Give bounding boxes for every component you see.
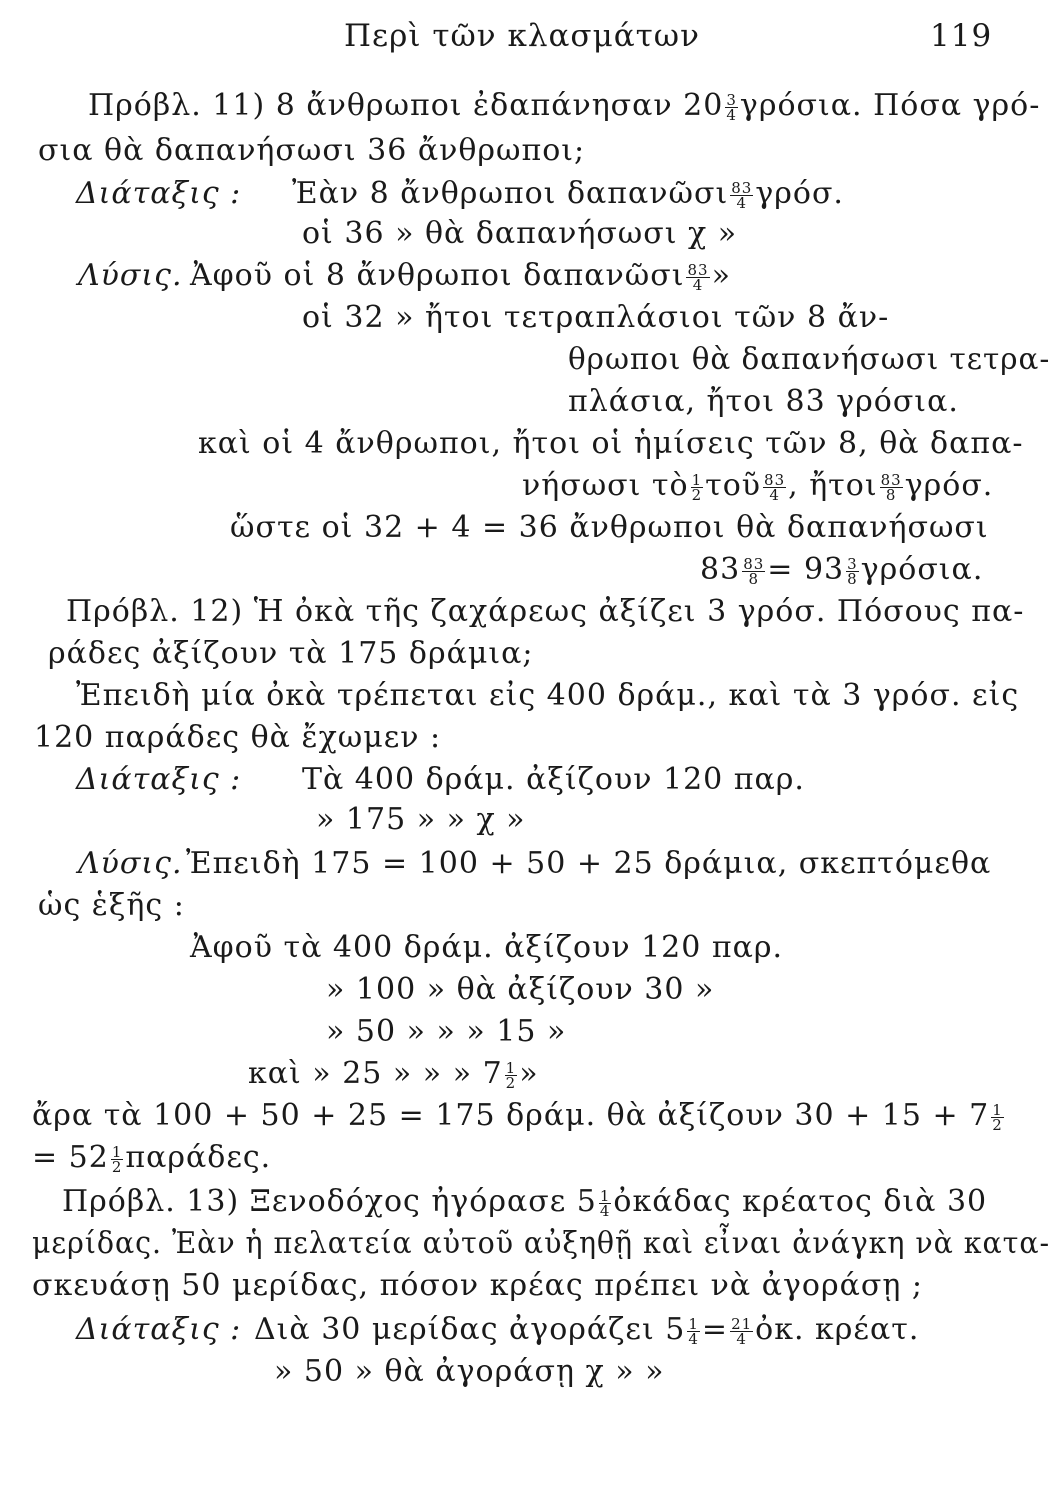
lysis-line-6: νήσωσι τὸ $\frac{1}{2}$ τοῦ $\frac{83}{4}$ , ἤτοι $\frac{83}{8}$ γρόσ. bbox=[522, 468, 994, 504]
fraction: $\frac{21}{4}$ bbox=[731, 1314, 753, 1348]
diataxis-line-1: Τὰ 400 δράμ. ἀξίζουν 120 παρ. bbox=[302, 762, 805, 797]
table-row-4: καὶ » 25 » » » 7 $\frac{1}{2}$ » bbox=[248, 1056, 539, 1092]
diataxis-line-2: » 175 » » χ » bbox=[316, 802, 526, 837]
page-number: 119 bbox=[930, 18, 993, 54]
diataxis-line-1: Ἐὰν 8 ἄνθρωποι δαπανῶσι $\frac{83}{4}$ γρόσ. bbox=[292, 176, 844, 212]
diataxis-label: Διάταξις : bbox=[76, 1312, 242, 1347]
problem-13-line-3: σκευάσῃ 50 μερίδας, πόσον κρέας πρέπει νὰ ἀγοράσῃ ; bbox=[32, 1268, 923, 1303]
problem-11-line-1 bbox=[88, 88, 1040, 124]
problem-11-text-b: γρόσια. Πόσα γρό- bbox=[739, 88, 1041, 123]
running-header: Περὶ τῶν κλασμάτων bbox=[344, 18, 700, 54]
fraction: $\frac{1}{2}$ bbox=[992, 1100, 1003, 1134]
problem-12-line-1: Πρόβλ. 12) Ἡ ὀκὰ τῆς ζαχάρεως ἀξίζει 3 γρόσ. Πόσους πα- bbox=[66, 594, 1025, 629]
diataxis-line-2: οἱ 36 » θὰ δαπανήσωσι χ » bbox=[302, 216, 738, 251]
table-row-2: » 100 » θὰ ἀξίζουν 30 » bbox=[326, 972, 715, 1007]
fraction: $\frac{1}{2}$ bbox=[111, 1142, 123, 1176]
lysis-line-4: πλάσια, ἤτοι 83 γρόσια. bbox=[568, 384, 959, 419]
fraction: $\frac{83}{8}$ bbox=[880, 470, 902, 504]
table-row-3: » 50 » » » 15 » bbox=[326, 1014, 567, 1049]
diataxis-line-1: Διὰ 30 μερίδας ἀγοράζει 5 $\frac{1}{4}$ = $\frac{21}{4}$ ὀκ. κρέατ. bbox=[254, 1312, 920, 1348]
problem-12-line-2: ράδες ἀξίζουν τὰ 175 δράμια; bbox=[48, 636, 534, 671]
lysis-line-5: καὶ οἱ 4 ἄνθρωποι, ἤτοι οἱ ἡμίσεις τῶν 8, θὰ δαπα- bbox=[198, 426, 1024, 461]
lysis-line-3: θρωποι θὰ δαπανήσωσι τετρα- bbox=[568, 342, 1051, 377]
fraction: $\frac{3}{4}$ bbox=[726, 90, 737, 124]
fraction: $\frac{1}{4}$ bbox=[599, 1186, 611, 1220]
fraction: $\frac{83}{4}$ bbox=[731, 178, 753, 212]
problem-13-line-1: Πρόβλ. 13) Ξενοδόχος ἠγόρασε 5 $\frac{1}{4}$ ὀκάδας κρέατος διὰ 30 bbox=[62, 1184, 988, 1220]
diataxis-label: Διάταξις : bbox=[76, 762, 242, 797]
lysis-line-1: Ἀφοῦ οἱ 8 ἄνθρωποι δαπανῶσι $\frac{83}{4}$ » bbox=[190, 258, 731, 294]
fraction: $\frac{1}{2}$ bbox=[691, 470, 703, 504]
fraction: $\frac{1}{4}$ bbox=[688, 1314, 699, 1348]
fraction: $\frac{1}{2}$ bbox=[505, 1058, 517, 1092]
lysis-line-2: ὡς ἑξῆς : bbox=[38, 888, 185, 923]
fraction: $\frac{83}{4}$ bbox=[687, 260, 709, 294]
table-row-1: Ἀφοῦ τὰ 400 δράμ. ἀξίζουν 120 παρ. bbox=[190, 930, 784, 965]
lysis-label: Λύσις. bbox=[78, 846, 183, 881]
diataxis-label: Διάταξις : bbox=[76, 176, 242, 211]
fraction: $\frac{3}{8}$ bbox=[847, 554, 858, 588]
lysis-label: Λύσις. bbox=[78, 258, 183, 293]
lysis-line-3: ἄρα τὰ 100 + 50 + 25 = 175 δράμ. θὰ ἀξίζουν 30 + 15 + 7 $\frac{1}{2}$ bbox=[32, 1098, 1003, 1134]
problem-13-line-2: μερίδας. Ἐὰν ἡ πελατεία αὐτοῦ αὐξηθῇ καὶ εἶναι ἀνάγκη νὰ κατα- bbox=[32, 1226, 1051, 1261]
lysis-line-8: 83 $\frac{83}{8}$ = 93 $\frac{3}{8}$ γρόσια. bbox=[700, 552, 984, 588]
fraction: $\frac{83}{4}$ bbox=[764, 470, 786, 504]
lysis-line-2: οἱ 32 » ἤτοι τετραπλάσιοι τῶν 8 ἄν- bbox=[302, 300, 890, 335]
problem-11-line-2: σια θὰ δαπανήσωσι 36 ἄνθρωποι; bbox=[38, 133, 586, 168]
lysis-line-1: Ἐπειδὴ 175 = 100 + 50 + 25 δράμια, σκεπτόμεθα bbox=[186, 846, 992, 881]
problem-12-line-4: 120 παράδες θὰ ἔχωμεν : bbox=[34, 720, 442, 755]
fraction: $\frac{83}{8}$ bbox=[743, 554, 765, 588]
lysis-line-7: ὥστε οἱ 32 + 4 = 36 ἄνθρωποι θὰ δαπανήσωσι bbox=[230, 510, 989, 545]
diataxis-line-2: » 50 » θὰ ἀγοράσῃ χ » » bbox=[274, 1354, 665, 1389]
problem-11-text-a: Πρόβλ. 11) 8 ἄνθρωποι ἐδαπάνησαν 20 bbox=[88, 88, 724, 123]
lysis-line-4: = 52 $\frac{1}{2}$ παράδες. bbox=[32, 1140, 272, 1176]
problem-12-line-3: Ἐπειδὴ μία ὀκὰ τρέπεται εἰς 400 δράμ., καὶ τὰ 3 γρόσ. εἰς bbox=[76, 678, 1020, 713]
